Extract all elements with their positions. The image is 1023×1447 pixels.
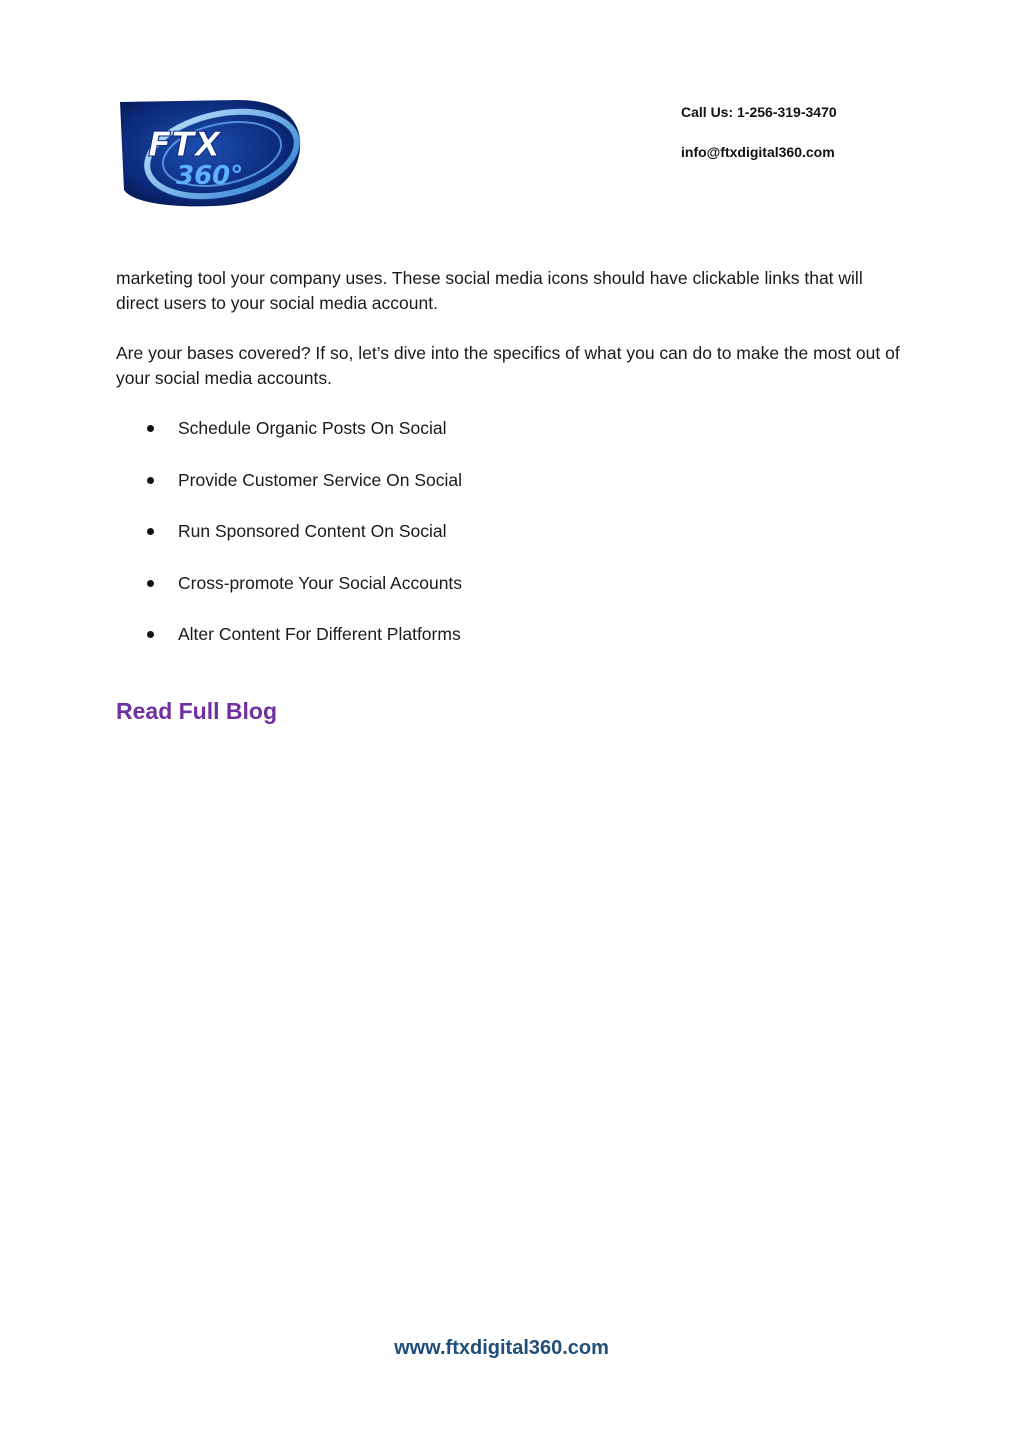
list-item-text: Cross-promote Your Social Accounts: [178, 572, 463, 593]
contact-info: [681, 104, 837, 160]
paragraph: marketing tool your company uses. These social media icons should have clickable links that will direct users to your social media account.: [116, 268, 863, 313]
read-full-blog-link[interactable]: Read Full Blog: [116, 698, 277, 724]
list-item-text: Provide Customer Service On Social: [178, 469, 462, 490]
phone-number: Call Us: 1-256-319-3470: [681, 104, 837, 120]
bullet-icon: [147, 528, 154, 535]
bullet-icon: [147, 425, 154, 432]
list-item: [116, 468, 906, 520]
list-item: [116, 519, 906, 571]
list-item-text: Schedule Organic Posts On Social: [178, 418, 447, 438]
logo-text-360: 360°: [176, 161, 244, 191]
logo-text-ftx: FTX: [148, 125, 221, 165]
list-item: [116, 622, 906, 674]
bullet-icon: [147, 477, 154, 484]
article-body: [116, 266, 906, 674]
website-link[interactable]: www.ftxdigital360.com: [394, 1337, 609, 1359]
list-item-text: Alter Content For Different Platforms: [178, 624, 461, 644]
bullet-icon: [147, 631, 154, 638]
email-address: info@ftxdigital360.com: [681, 144, 835, 160]
ftx360-logo: [118, 98, 302, 208]
list-item: [116, 416, 906, 468]
paragraph: Are your bases covered? If so, let’s dive into the specifics of what you can do to make the most out of your social media accounts.: [116, 343, 900, 388]
bullet-icon: [147, 580, 154, 587]
list-item-text: Run Sponsored Content On Social: [178, 521, 447, 541]
list-item: [116, 571, 906, 623]
bullet-list: [116, 416, 906, 674]
